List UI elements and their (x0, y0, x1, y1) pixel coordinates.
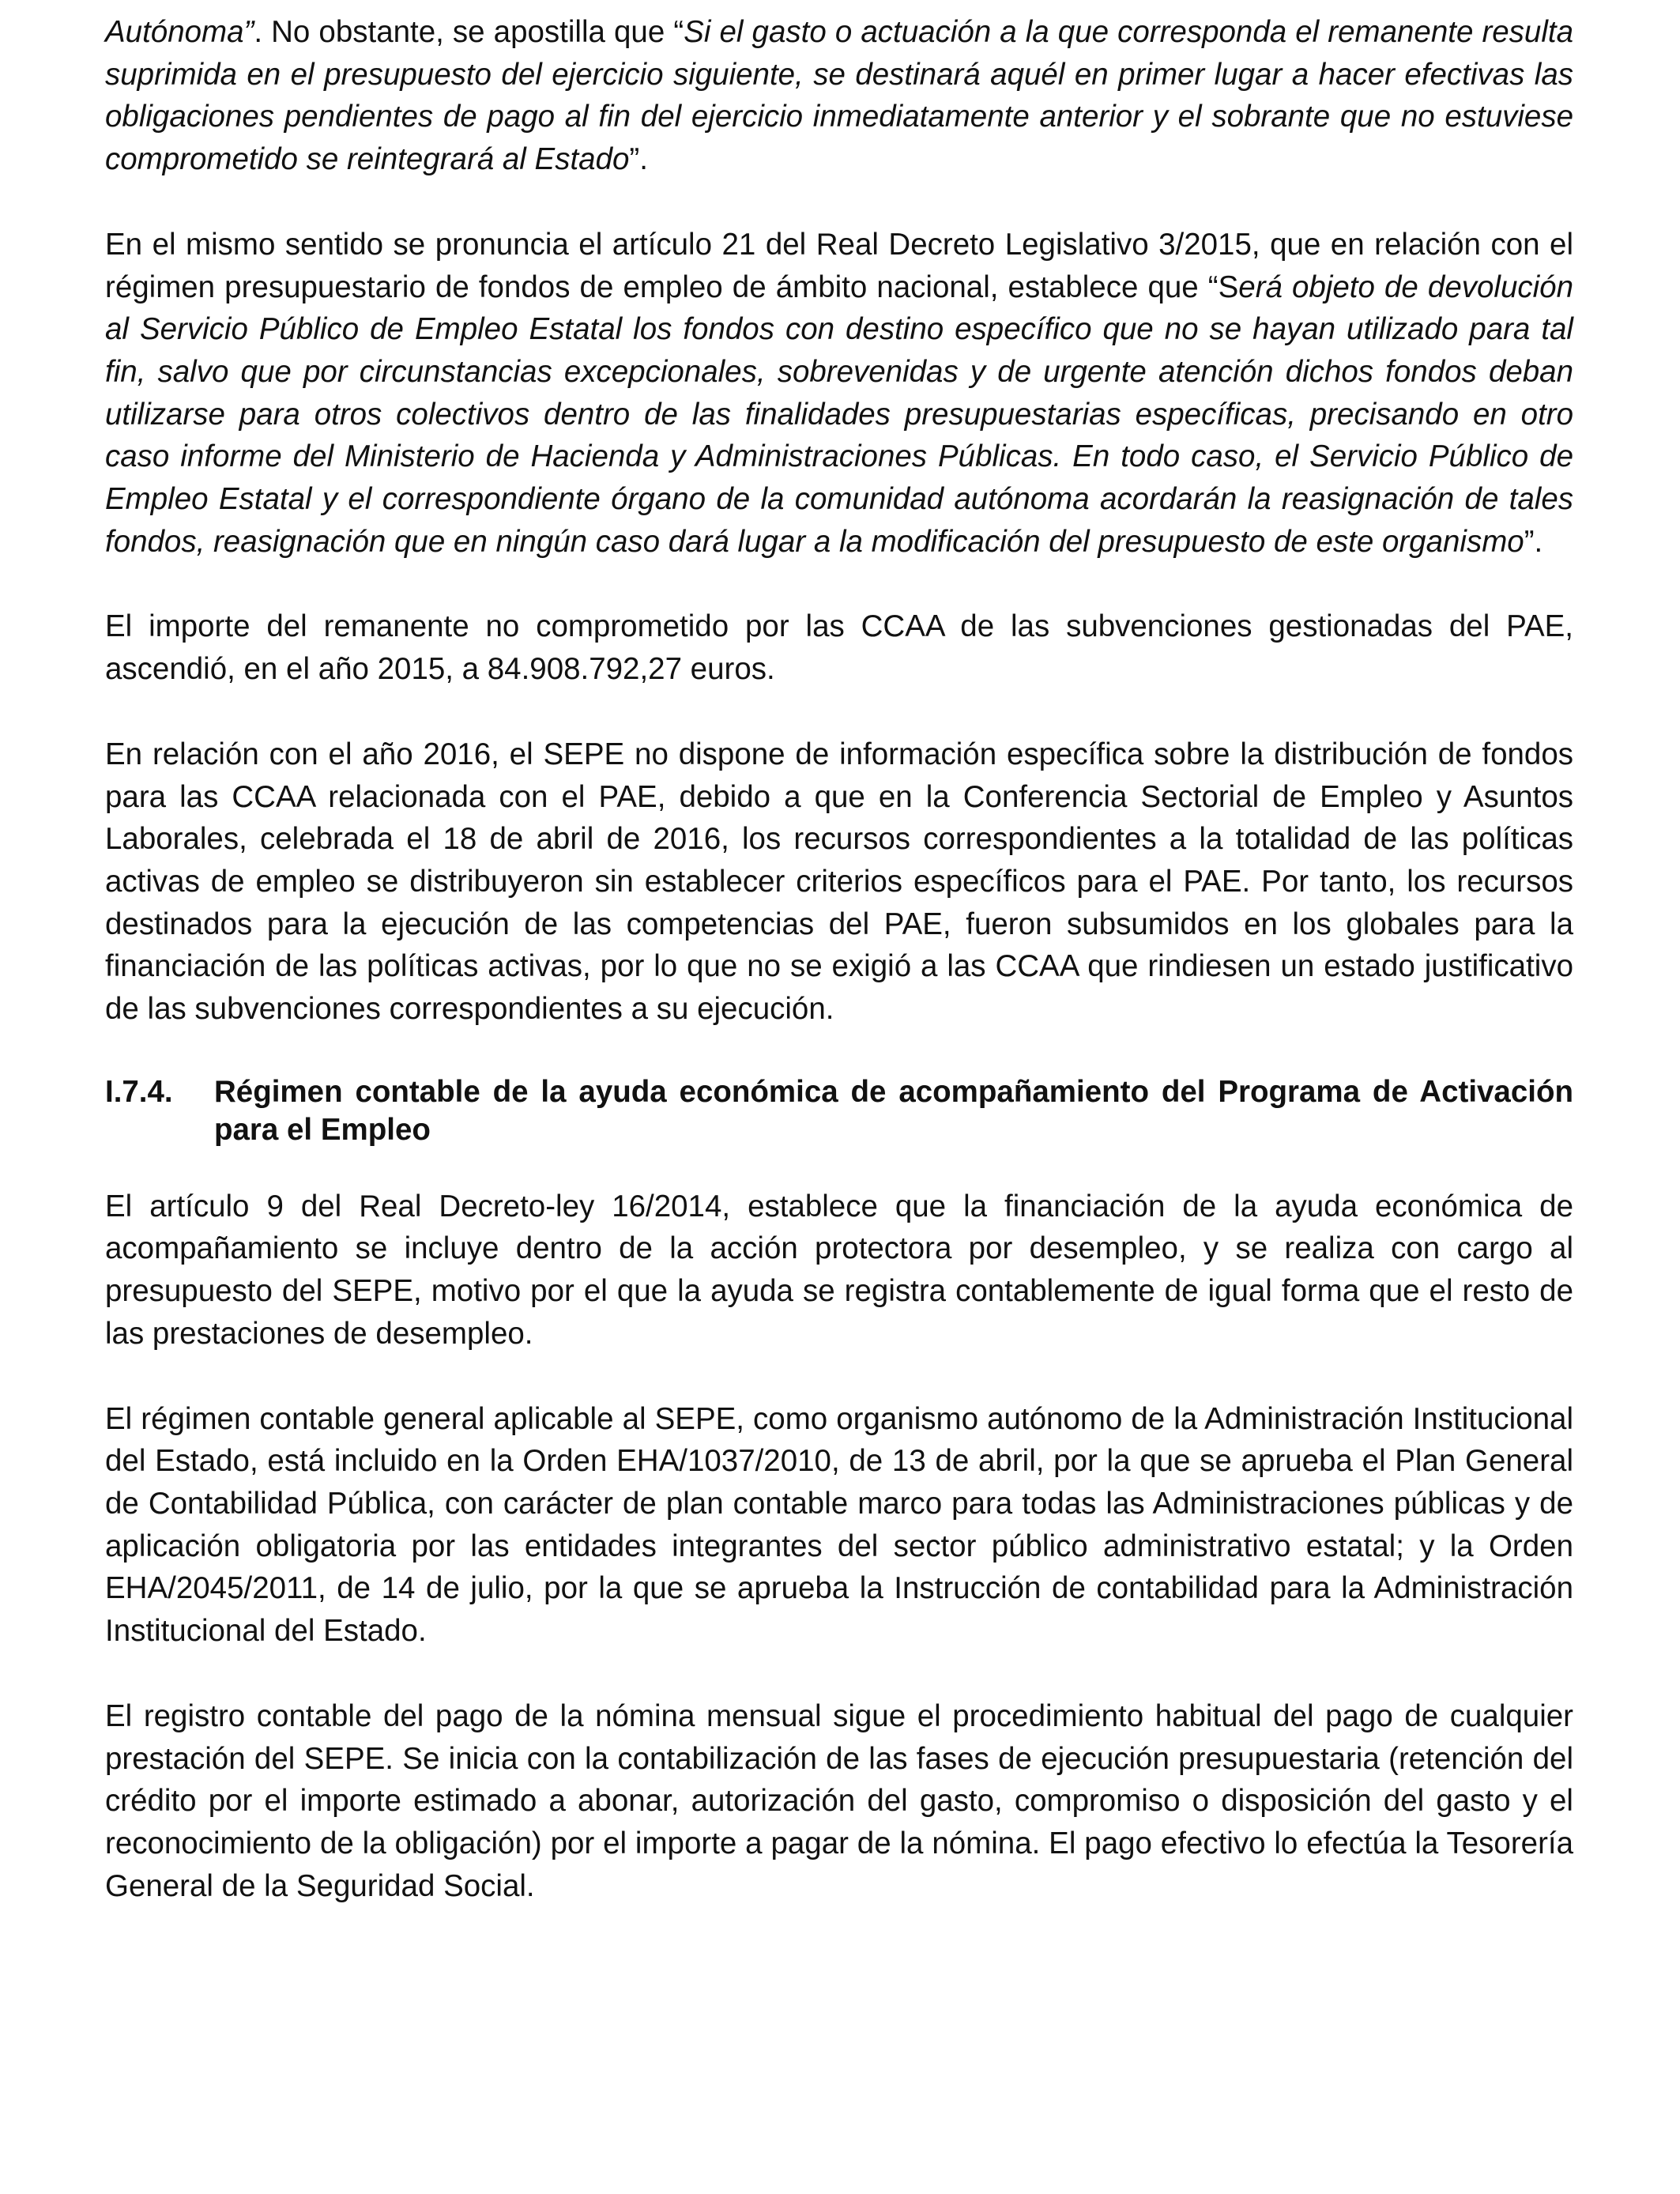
quote-text: erá objeto de devolución al Servicio Público de Empleo Estatal los fondos con destino específico que no se hayan utilizado para tal fin, salvo que por circunstancias excepcionales, sobrevenidas y de urgente atención dichos fondos deban utilizarse para otros colectivos dentro de las finalidades presupuestarias específicas, precisando en otro caso informe del Ministerio de Hacienda y Administraciones Públicas. En todo caso, el Servicio Público de Empleo Estatal y el correspondiente órgano de la comunidad autónoma acordarán la reasignación de tales fondos, reasignación que en ningún caso dará lugar a la modificación del presupuesto de este organismo (105, 270, 1573, 559)
paragraph-importe-remanente: El importe del remanente no comprometido por las CCAA de las subvenciones gestionadas del PAE, ascendió, en el año 2015, a 84.908.792,27 euros. (105, 609, 1573, 687)
quote-text: Si el gasto o actuación a la que corresponda el remanente resulta suprimida en el presupuesto del ejercicio siguiente, se destinará aquél en primer lugar a hacer efectivas las obligaciones pendientes de pago al fin del ejercicio inmediatamente anterior y el sobrante que no estuviese comprometido se reintegrará al Estado (105, 15, 1574, 177)
paragraph-financiacion-ayuda: El artículo 9 del Real Decreto-ley 16/2014, establece que la financiación de la ayuda económica de acompañamiento se incluye dentro de la acción protectora por desempleo, y se realiza con cargo al presupuesto del SEPE, motivo por el que la ayuda se registra contablemente de igual forma que el resto de las prestaciones de desempleo. (105, 1189, 1573, 1351)
paragraph-real-decreto-legislativo (105, 224, 1573, 564)
section-number: I.7.4. (105, 1074, 173, 1109)
paragraph-remanente-reintegro (105, 11, 1573, 181)
paragraph-text: En el mismo sentido se pronuncia el artículo 21 del Real Decreto Legislativo 3/2015, que en relación con el régimen presupuestario de fondos de empleo de ámbito nacional, establece que “S (105, 227, 1573, 304)
document-page (105, 11, 1573, 1950)
quote-fragment: Autónoma” (105, 15, 254, 49)
quote-close: ”. (1524, 524, 1543, 559)
paragraph-ano-2016: En relación con el año 2016, el SEPE no dispone de información específica sobre la distribución de fondos para las CCAA relacionada con el PAE, debido a que en la Conferencia Sectorial de Empleo y Asuntos Laborales, celebrada el 18 de abril de 2016, los recursos correspondientes a la totalidad de las políticas activas de empleo se distribuyeron sin establecer criterios específicos para el PAE. Por tanto, los recursos destinados para la ejecución de las competencias del PAE, fueron subsumidos en los globales para la financiación de las políticas activas, por lo que no se exigió a las CCAA que rindiesen un estado justificativo de las subvenciones correspondientes a su ejecución. (105, 737, 1573, 1027)
paragraph-registro-nomina: El registro contable del pago de la nómina mensual sigue el procedimiento habitual del pago de cualquier prestación del SEPE. Se inicia con la contabilización de las fases de ejecución presupuestaria (retención del crédito por el importe estimado a abonar, autorización del gasto, compromiso o disposición del gasto y el reconocimiento de la obligación) por el importe a pagar de la nómina. El pago efectivo lo efectúa la Tesorería General de la Seguridad Social. (105, 1698, 1573, 1903)
paragraph-regimen-contable: El régimen contable general aplicable al SEPE, como organismo autónomo de la Administración Institucional del Estado, está incluido en la Orden EHA/1037/2010, de 13 de abril, por la que se aprueba el Plan General de Contabilidad Pública, con carácter de plan contable marco para todas las Administraciones públicas y de aplicación obligatoria por las entidades integrantes del sector público administrativo estatal; y la Orden EHA/2045/2011, de 14 de julio, por la que se aprueba la Instrucción de contabilidad para la Administración Institucional del Estado. (105, 1401, 1573, 1649)
paragraph-text: . No obstante, se apostilla que “ (254, 15, 684, 49)
quote-close: ”. (629, 142, 648, 177)
section-heading (105, 1073, 1573, 1149)
section-title: Régimen contable de la ayuda económica de acompañamiento del Programa de Activación para el Empleo (214, 1074, 1573, 1147)
